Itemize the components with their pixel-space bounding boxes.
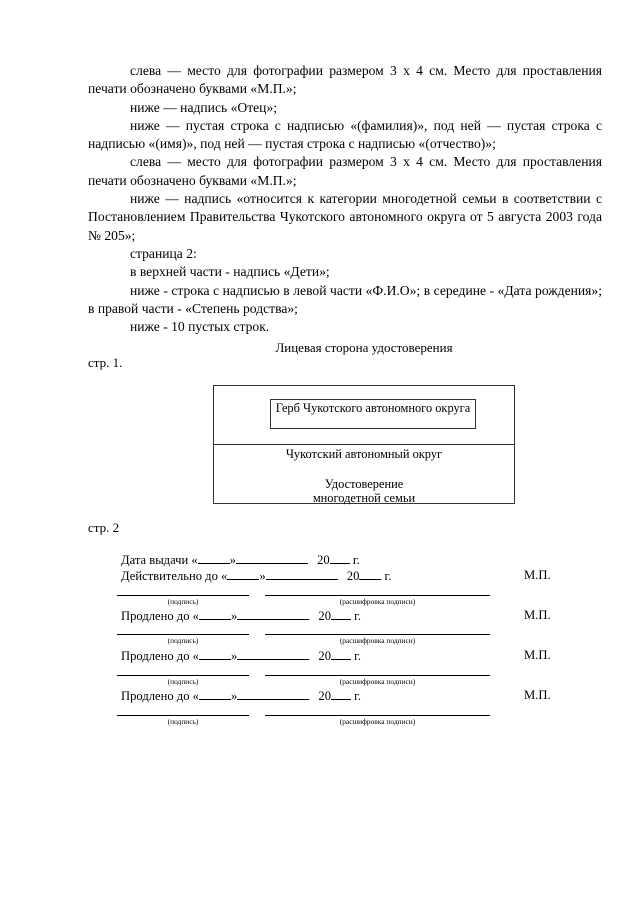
signature-decoding-line [265,595,490,596]
signature-line [117,715,249,716]
certificate-title-line1: Удостоверение [324,477,404,491]
extended-year-prefix: 20 [318,649,331,663]
valid-year-prefix: 20 [346,569,360,583]
issue-year-blank [330,552,350,564]
signature-decoding-line [265,675,490,676]
issue-quote-close: » [229,553,236,567]
stamp-mark: М.П. [524,608,551,622]
issue-date-label: Дата выдачи « [121,553,198,567]
paragraph-columns: ниже - строка с надписью в левой части «Ф.И.О»; в середине - «Дата рождения»; в правой части - «Степень родства»; [88,282,602,316]
extended-quote-close: » [230,649,238,663]
stamp-mark: М.П. [524,568,551,582]
paragraph-page2: страница 2: [130,245,197,261]
signature-decoding-line [265,634,490,635]
extended-year-blank [331,688,351,700]
extended-day-blank [199,688,231,700]
signature-decoding-caption: (расшифровка подписи) [339,597,416,606]
signature-decoding-caption: (расшифровка подписи) [339,717,416,726]
stamp-mark: М.П. [524,648,551,662]
paragraph-empty-rows: ниже - 10 пустых строк. [130,319,270,335]
signature-line [117,634,249,635]
issue-year-suffix: г. [352,553,360,567]
paragraph-name-lines: ниже — пустая строка с надписью «(фамилия)», под ней — пустая строка с надписью «(имя)», под ней — пустая строка с надписью «(отчество)»; [88,117,602,152]
valid-month-blank [266,568,338,580]
extended-year-blank [331,608,351,620]
extended-month-blank [237,648,309,660]
signature-decoding-caption: (расшифровка подписи) [339,636,416,645]
valid-year-suffix: г. [384,569,392,583]
extended-year-suffix: г. [354,649,362,663]
signature-caption: (подпись) [167,636,199,645]
paragraph-children: в верхней части - надпись «Дети»; [130,264,330,280]
signature-caption: (подпись) [167,677,199,686]
signature-decoding-caption: (расшифровка подписи) [339,677,416,686]
body-text [88,62,602,336]
extended-year-prefix: 20 [318,689,331,703]
signature-caption: (подпись) [167,597,199,606]
extended-year-suffix: г. [354,689,362,703]
signature-caption: (подпись) [167,717,199,726]
extended-line [121,688,361,704]
front-side-title-text: Лицевая сторона удостоверения [275,340,453,355]
issue-year-prefix: 20 [317,553,330,567]
signature-decoding-line [265,715,490,716]
paragraph-photo-left-1: слева — место для фотографии размером 3 х 4 см. Место для проставления печати обозначено буквами «М.П.»; [88,63,602,97]
page1-label: стр. 1. [88,355,123,370]
certificate-cover [213,385,515,504]
paragraph-photo-left-2: слева — место для фотографии размером 3 х 4 см. Место для проставления печати обозначено буквами «М.П.»; [88,154,602,188]
extended-line [121,608,361,624]
extended-label: Продлено до « [121,609,199,623]
valid-year-blank [359,568,381,580]
valid-day-blank [227,568,259,580]
paragraph-category: ниже — надпись «относится к категории многодетной семьи в соответствии с Постановлением Правительства Чукотского автономного округа от 5 августа 2003 года № 205»; [88,191,602,243]
paragraph-father: ниже — надпись «Отец»; [130,99,278,115]
signature-line [117,595,249,596]
issue-month-blank [236,552,308,564]
extended-label: Продлено до « [121,689,199,703]
extended-month-blank [237,688,309,700]
cover-divider [214,444,514,445]
issue-date-line [121,552,360,568]
stamp-mark: М.П. [524,688,551,702]
page2-label: стр. 2 [88,520,120,535]
valid-quote-close: » [259,569,266,583]
signature-line [117,675,249,676]
extended-year-suffix: г. [354,609,362,623]
certificate-title-line2: многодетной семьи [312,491,416,505]
extended-day-blank [199,648,231,660]
extended-line [121,648,361,664]
valid-until-line [121,568,391,584]
emblem-placeholder: Герб Чукотского автономного округа [270,399,476,429]
certificate-title [214,477,514,505]
extended-year-blank [331,648,351,660]
extended-year-prefix: 20 [318,609,331,623]
extended-quote-close: » [230,609,238,623]
region-name: Чукотский автономный округ [285,447,443,461]
issue-day-blank [198,552,230,564]
extended-label: Продлено до « [121,649,199,663]
front-side-title [88,340,640,356]
valid-until-label: Действительно до « [121,569,228,583]
extended-quote-close: » [230,689,238,703]
extended-month-blank [237,608,309,620]
extended-day-blank [199,608,231,620]
